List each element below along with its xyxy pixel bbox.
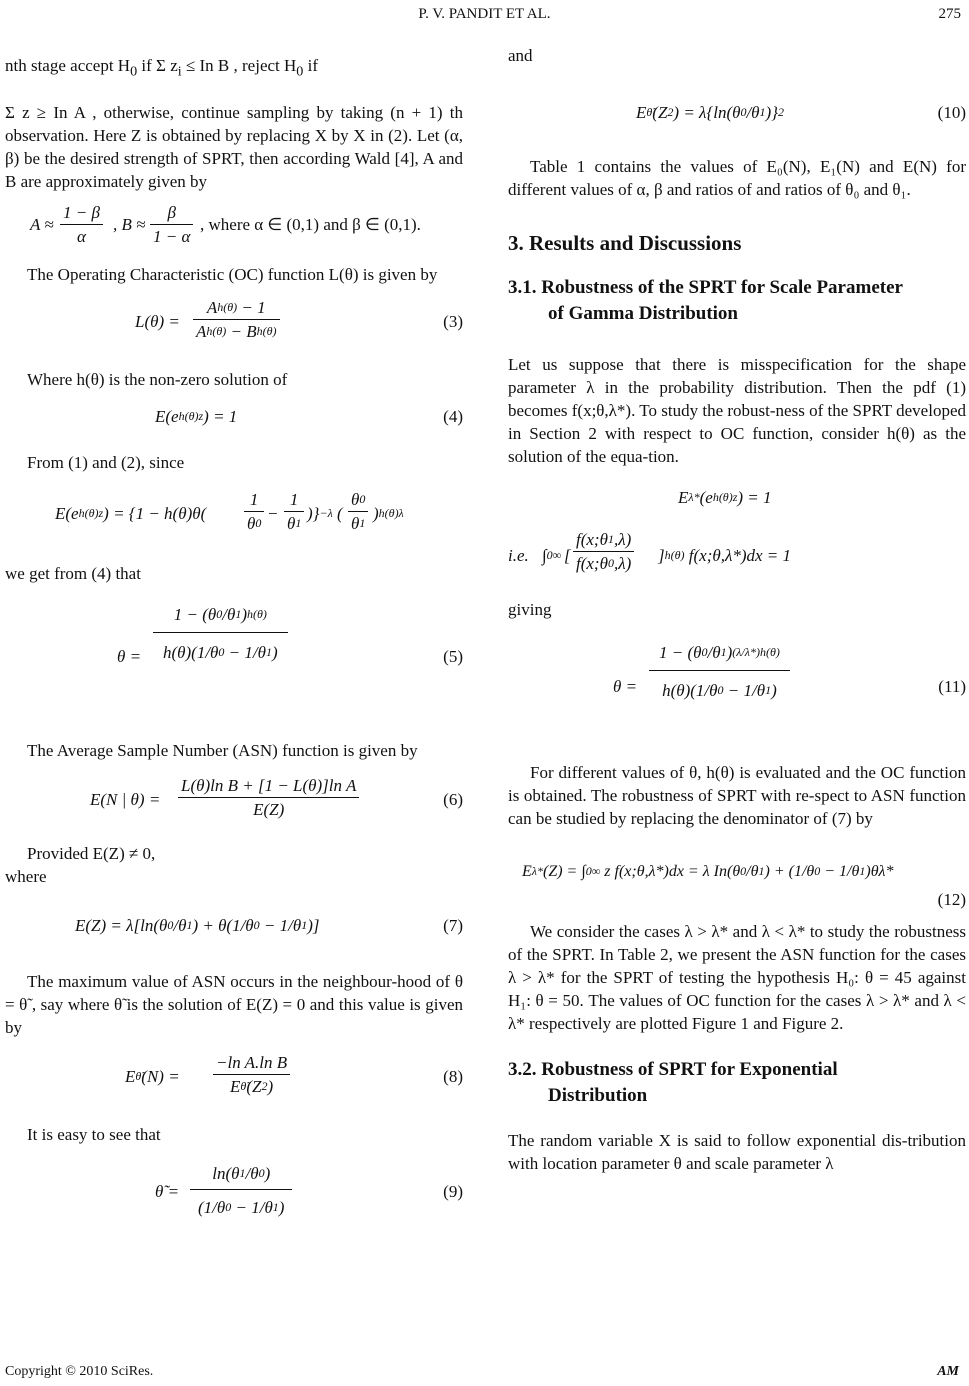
equation-12: Eλ*(Z) = ∫0∞ z f(x;θ,λ*)dx = λ In(θ0/θ1) + (1/θ0 − 1/θ1)θλ* (12) (522, 863, 966, 909)
equation-3: L(θ) = $\frac{A^{h(\theta)} - 1}{A^{h(\theta)} - B^{h(\theta)}}$ (3) (135, 298, 463, 342)
paragraph-continue: Σ z ≥ In A , otherwise, continue sampling by taking (n + 1) th observation. Here Z is obtained by replacing X by X in (2). Let (α, β) be the desired strength of SPRT, then according Wald [4], A and B are approximately given by (5, 103, 463, 192)
equation-8: Eθ̃(N) = $\frac{\text{−ln A.ln B}}{E\thetã(Z^2)}$ (8) (125, 1053, 463, 1097)
text: if Σ z (137, 56, 178, 75)
heading-text: of Gamma Distribution (548, 303, 738, 324)
equation-since: $E(e^{h(\theta)z}) = \{1 - h(\theta)\theta$( $\frac{1}{\theta 0}$ − $\frac{1}{\theta 1}$ )}$^{-\lambda}$ ( $\frac{\theta 0}{\theta 1}$ )$^{h(\theta)\lambda}$ (55, 490, 404, 534)
paragraph-where-h: Where h(θ) is the non-zero solution of (27, 370, 288, 390)
paragraph-cases: We consider the cases λ > λ* and λ < λ* to study the robustness of the SPRT. In Table 2, we present the ASN function for the cases λ > λ* for the SPRT of testing the hypothesis H₀: θ = 45 against H₁: θ = 50. The values of OC function for the cases λ > λ* and λ < λ* respectively are plotted Figure 1 and Figure 2. (508, 922, 966, 1033)
page-footer (0, 1356, 969, 1386)
equation-number: (5) (443, 647, 463, 667)
text: nth stage accept H (5, 56, 131, 75)
equation-number: (4) (443, 407, 463, 427)
heading-text: 3.1. Robustness of the SPRT for Scale Parameter (508, 277, 903, 298)
equation-ab: A ≈ $\frac{1 - \beta}{\alpha}$ , B ≈ $\frac{\beta}{1 - \alpha}$ , where α ∈ (0,1) and β ∈ (0,1). (30, 203, 421, 247)
heading-text: Distribution (548, 1085, 648, 1106)
text: if (303, 56, 319, 75)
paragraph-giving: giving (508, 600, 552, 619)
equation-number: (12) (937, 890, 966, 909)
text: ≤ In B , reject H (181, 56, 297, 75)
equation-7: E(Z) = λ[ln(θ0/θ1) + θ(1/θ0 − 1/θ1)] (7) (75, 916, 463, 936)
text: , where α ∈ (0,1) and β ∈ (0,1). (200, 215, 421, 235)
equation-ie: i.e. ∫0∞ [ $\frac{f(x;\theta 1,\lambda)}{f(x;\theta 0,\lambda)}$ ]$^{h(\theta)}$ f(x;θ,λ*)dx = 1 (508, 530, 791, 573)
equation-number: (8) (443, 1067, 463, 1087)
paragraph-and: and (508, 46, 533, 65)
equation-number: (9) (443, 1182, 463, 1202)
equation-number: (6) (443, 790, 463, 810)
journal-abbrev: AM (937, 1364, 959, 1379)
equation-6: E(N | θ) = $\frac{\text{L(θ)ln B + [1 − L(θ)]ln A}}{E(Z)}$ (6) (90, 776, 463, 820)
paragraph-stage: nth stage accept $H_0$ if Σ $z_i \le In$ B , reject $H_0$ if (5, 56, 319, 80)
section-heading: 3. Results and Discussions (508, 231, 742, 255)
page-number: 275 (938, 6, 961, 22)
equation-5: θ = $\frac{1 - (\theta 0/\theta 1)^{h(\theta)}}{h(\theta)(1/\theta 0 - 1/\theta 1)}$ (5) (5, 593, 463, 723)
paragraph-oc-eval: For different values of θ, h(θ) is evaluated and the OC function is obtained. The robustness of SPRT with re-spect to ASN function can be studied by replacing the denominator of (7) by (508, 763, 966, 828)
paragraph-easy: It is easy to see that (27, 1125, 161, 1145)
paragraph-from: From (1) and (2), since (27, 453, 185, 473)
equation-number: (3) (443, 312, 463, 332)
right-column (508, 40, 966, 1175)
text: i.e. (508, 546, 529, 565)
equation-9: θ̃ = $\frac{\ln(\theta 1/\theta 0)}{(1/\theta 0 - 1/\theta 1)}$ (9) (5, 1154, 463, 1234)
running-header: P. V. PANDIT ET AL. (418, 6, 551, 22)
paragraph-provided: Provided E(Z) ≠ 0, (27, 844, 156, 864)
equation-number: (10) (937, 103, 966, 122)
equation-number: (7) (443, 916, 463, 936)
paragraph-where: where (5, 867, 47, 887)
heading-text: 3.2. Robustness of SPRT for Exponential (508, 1059, 838, 1080)
paragraph-we-get: we get from (4) that (5, 564, 141, 584)
equation-11: θ = $\frac{1 - (\theta 0/\theta 1)^{(\lambda/\lambda*)h(\theta)}}{h(\theta)(1/\theta 0 - 1/\theta 1)}$ (11) (508, 631, 966, 741)
equation-elambda: $E\lambda*(e^{h(\theta)z}) = 1$ (678, 488, 772, 507)
paragraph-oc: The Operating Characteristic (OC) function L(θ) is given by (27, 265, 438, 285)
equation-10: $E\thetã(Z^2) = \lambda\{\ln(\theta 0/\theta 1)\}^2$ (10) (636, 103, 966, 122)
subsection-heading-3-2 (508, 1057, 966, 1109)
paragraph-3-1: Let us suppose that there is misspecification for the shape parameter λ in the probability distribution. Then the pdf (1) becomes f(x;θ,λ*). To study the robust-ness of the SPRT developed in Section 2 with respect to OC function, consider h(θ) as the solution of the equa-tion. (508, 355, 966, 466)
paragraph-max-asn: The maximum value of ASN occurs in the neighbour-hood of θ = θ̃ , say where θ̃ is the solution of E(Z) = 0 and this value is given by (5, 972, 463, 1038)
subsection-heading-3-1 (508, 275, 966, 327)
equation-4: $E(e^{h(\theta)z}) = 1$ (4) (155, 407, 463, 427)
copyright: Copyright © 2010 SciRes. (5, 1364, 154, 1379)
equation-number: (11) (938, 677, 966, 696)
paragraph-asn: The Average Sample Number (ASN) function is given by (27, 741, 418, 761)
left-column (5, 40, 463, 1234)
paragraph-3-2: The random variable X is said to follow exponential dis-tribution with location parameter θ and scale parameter λ (508, 1131, 966, 1173)
paragraph-table: Table 1 contains the values of E₀(N), E₁(N) and E(N) for different values of α, β and ratios of and ratios of θ₀ and θ₁. (508, 157, 966, 199)
